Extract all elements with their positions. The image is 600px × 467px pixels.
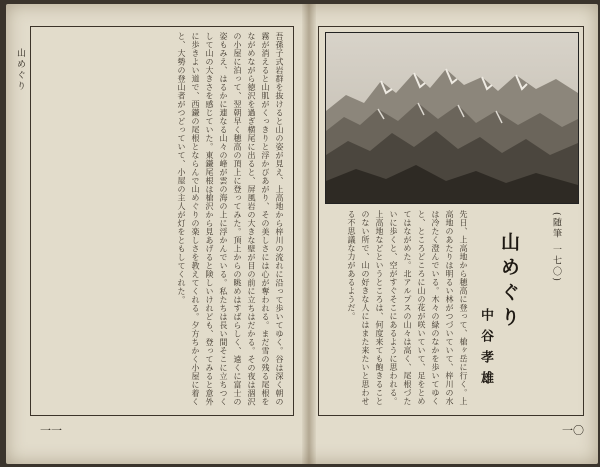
book-spread [6,4,598,464]
book-gutter [302,4,316,464]
essay-title: 山めぐり [498,232,520,332]
mountain-range-image [326,33,578,203]
mountain-photo [325,32,579,204]
left-page-number: 一一 [40,424,62,437]
author-name: 中谷孝雄 [478,308,493,392]
right-page-body-text: 先日、上高地から穂高に登って、槍ヶ岳に行く。上高地のあたりは明るい林がつづいていて、梓川の水は冷たく澄んでいる。木々の緑のなかを歩いてゆくと、ところどころに山の花が咲いていて、足をとめてはながめた。北アルプスの山々は高く、尾根づたいに歩くと、空がすぐそこにあるように思われる。上高地などというところは、何度来ても飽きることのない所で、山の好きな人にはまた来たいと思わせる不思議な力があるようだ。 [347,210,468,406]
running-head: 山めぐり [15,48,25,92]
right-page-number: 一〇 [562,424,584,437]
left-page-body-text: 吾孫子式岩群を抜けると山の姿が見え、上高地から梓川の流れに沿って歩いてゆく。谷は深く朝の霧が消えると山肌がくっきりと浮かびあがり、その美しさには心が奪われる。まだ雪の残る尾根をながめながら徳沢を過ぎ横尾に出ると、屏風岩の大きな壁が目の前に立ちはだかる。その夜は涸沢の小屋に泊って、翌朝早く穂高の頂上に登ってみた。頂上からの眺めはすばらしく、遠くに富士の姿もみえ、はるかに連なる山々の峰が雲の海の上に浮かんでいる。私たちは長い間そこに立ちつくして山の大きさを感じていた。東鎌尾根は槍沢から見あげると険しいけれども、登ってみると意外に歩きよい道で、西鎌の尾根とならんで山めぐりの楽しさを教えてくれる。夕方ちかく小屋に着くと、大勢の登山者がつどっていて、小屋の主人が灯をともしてくれた。 [177,32,284,406]
essay-series-label: (随筆 一七〇) [551,212,561,283]
